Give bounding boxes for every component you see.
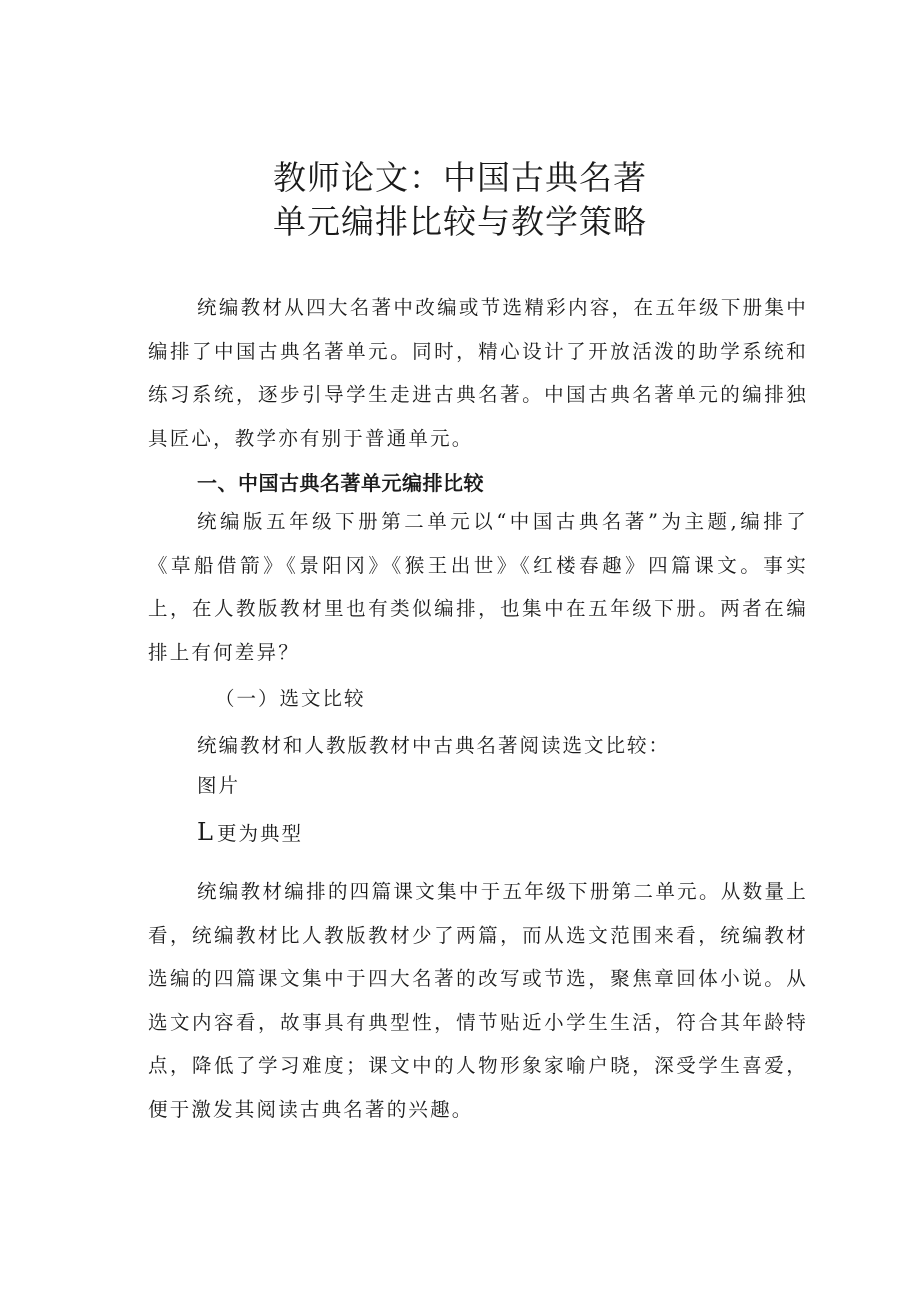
section-1-paragraph: 统编版五年级下册第二单元以“中国古典名著”为主题,编排了《草船借箭》《景阳冈》《猴王出世》《红楼春趣》四篇课文。事实上，在人教版教材里也有类似编排，也集中在五年级下册。两者在编排上有何差异？ bbox=[148, 510, 808, 664]
document-title-line-2: 单元编排比较与教学策略 bbox=[273, 202, 647, 241]
typical-subheading-label: 更为典型 bbox=[216, 822, 303, 845]
intro-paragraph: 统编教材从四大名著中改编或节选精彩内容，在五年级下册集中编排了中国古典名著单元。同时，精心设计了开放活泼的助学系统和练习系统，逐步引导学生走进古典名著。中国古典名著单元的编排独具匠心，教学亦有别于普通单元。 bbox=[148, 296, 808, 450]
subheading-selection-comparison: （一）选文比较 bbox=[215, 687, 366, 710]
comparison-caption: 统编教材和人教版教材中古典名著阅读选文比较： bbox=[197, 734, 671, 757]
image-placeholder-text: 图片 bbox=[197, 774, 241, 797]
typical-subheading bbox=[197, 817, 303, 849]
list-marker: L bbox=[197, 818, 213, 846]
typical-paragraph: 统编教材编排的四篇课文集中于五年级下册第二单元。从数量上看，统编教材比人教版教材少了两篇，而从选文范围来看，统编教材选编的四篇课文集中于四大名著的改写或节选，聚焦章回体小说。从选文内容看，故事具有典型性，情节贴近小学生生活，符合其年龄特点，降低了学习难度；课文中的人物形象家喻户晓，深受学生喜爱，便于激发其阅读古典名著的兴趣。 bbox=[148, 880, 808, 1121]
document-title-line-1: 教师论文：中国古典名著 bbox=[273, 158, 647, 197]
section-heading-1: 一、中国古典名著单元编排比较 bbox=[197, 471, 484, 495]
